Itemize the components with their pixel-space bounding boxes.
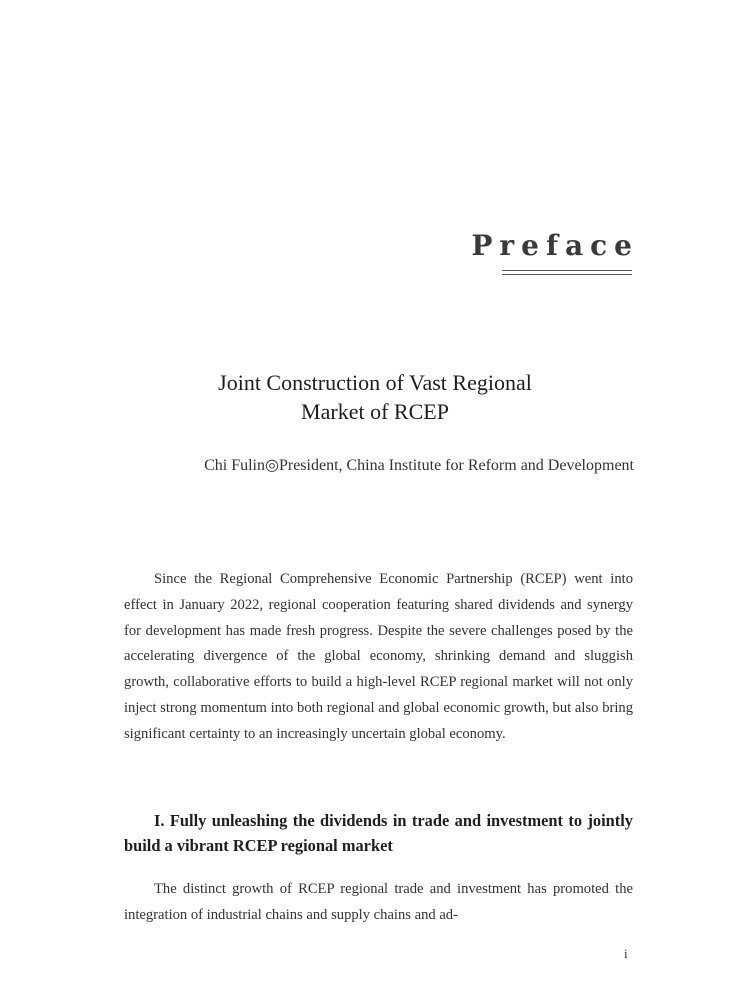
section-title-rule [502,270,632,271]
section-title: Preface [471,229,639,262]
article-title-line2: Market of RCEP [301,399,449,424]
article-title-line1: Joint Construction of Vast Regional [218,370,532,395]
author-line: Chi Fulin◎President, China Institute for Reform and Development [204,457,634,474]
intro-paragraph: Since the Regional Comprehensive Economic Partnership (RCEP) went into effect in January 2022, regional cooperation featuring shared dividends and synergy for development has made fresh progress. Despite the severe challenges posed by the accelerating divergence of the global economy, shrinking demand and sluggish growth, collaborative efforts to build a high-level RCEP regional market will not only inject strong momentum into both regional and global economic growth, but also bring significant certainty to an increasingly uncertain global economy. [124,571,633,742]
page-number: i [624,946,628,961]
section-title-rule-second [502,274,632,275]
section-paragraph: The distinct growth of RCEP regional trade and investment has promoted the integration of industrial chains and supply chains and ad- [124,881,633,923]
article-title [0,368,750,426]
section-heading: I. Fully unleashing the dividends in trade and investment to jointly build a vibrant RCEP regional market [124,811,633,855]
